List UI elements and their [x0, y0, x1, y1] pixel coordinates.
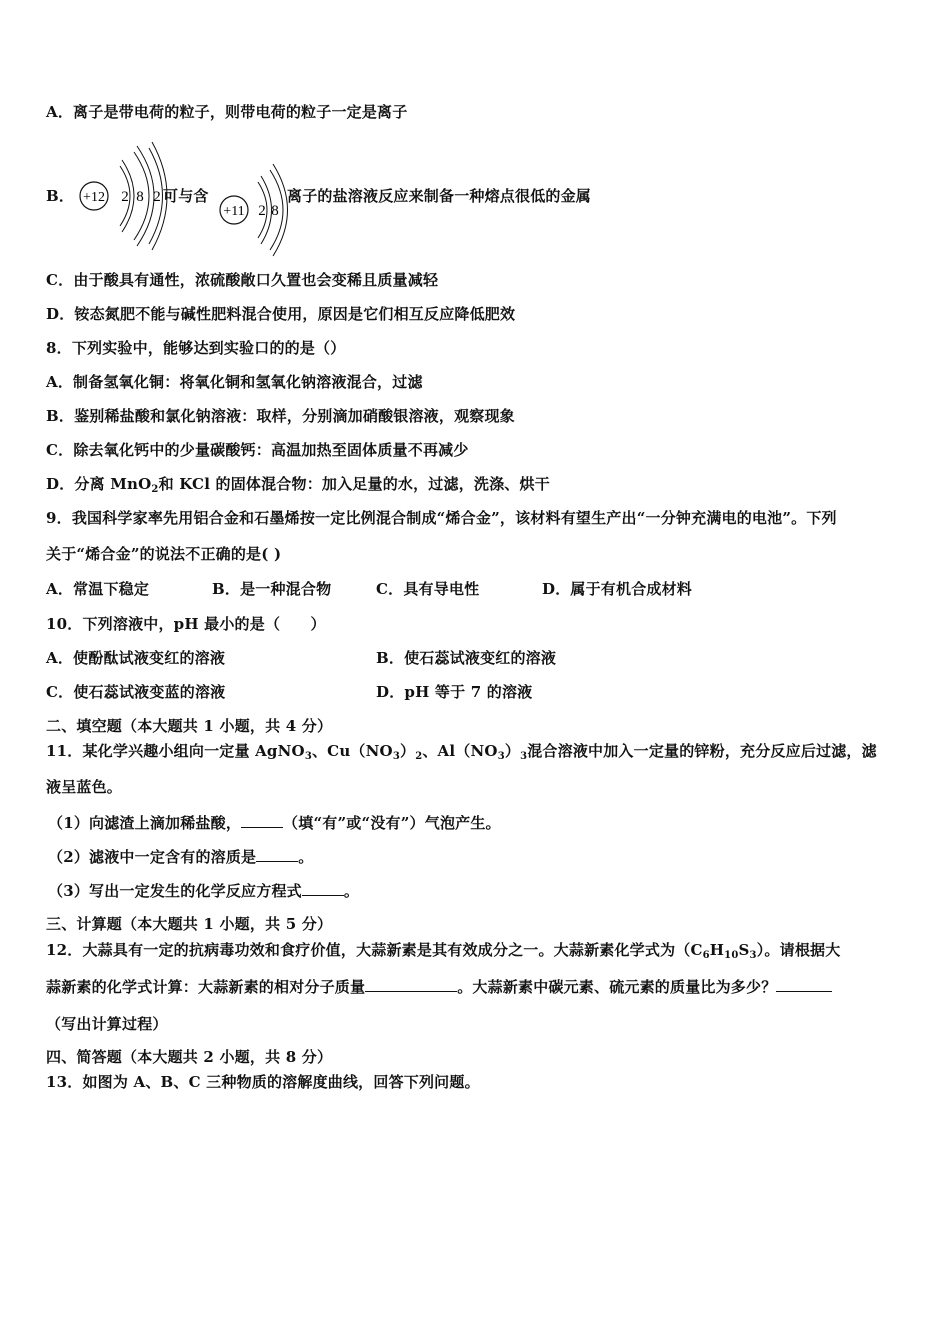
answer-blank[interactable] [256, 847, 298, 862]
subscript: 10 [724, 950, 739, 961]
q12-text: 。大蒜新素中碳元素、硫元素的质量比为多少？ [457, 978, 777, 996]
q7-option-b-mid: 可与含 [163, 187, 209, 205]
nucleus-charge: +11 [223, 204, 245, 219]
subscript: 2 [415, 751, 423, 762]
q11-sub3-text: （3）写出一定发生的化学反应方程式 [48, 882, 302, 900]
q7-option-c: C．由于酸具有通性，浓硫酸敞口久置也会变稀且质量减轻 [46, 271, 439, 289]
q11-stem-line2: 液呈蓝色。 [46, 778, 123, 796]
section-heading-fill-in: 二、填空题（本大题共 1 小题，共 4 分） [46, 717, 333, 735]
atom-structure-diagram-na [216, 160, 286, 254]
q11-text: 11．某化学兴趣小组向一定量 AgNO [46, 742, 305, 760]
section-heading-calculation: 三、计算题（本大题共 1 小题，共 5 分） [46, 915, 333, 933]
q9-stem-line2: 关于“烯合金”的说法不正确的是( ) [46, 545, 282, 563]
q8-d-text: D．分离 MnO [46, 475, 152, 493]
subscript: 3 [392, 751, 400, 762]
q11-text: ） [504, 742, 521, 760]
q11-sub1-text: （1）向滤渣上滴加稀盐酸， [48, 814, 242, 832]
q9-stem-line1: 9．我国科学家率先用铝合金和石墨烯按一定比例混合制成“烯合金”，该材料有望生产出“一分钟充满电的电池”。下列 [46, 509, 837, 527]
answer-blank[interactable] [365, 977, 457, 992]
q10-option-b: B．使石蕊试液变红的溶液 [376, 649, 557, 667]
shell-electrons: 2 [258, 203, 266, 219]
q11-sub2-text: 。 [298, 848, 314, 866]
q9-option-b: B．是一种混合物 [212, 580, 332, 598]
subscript: 3 [749, 950, 757, 961]
q11-sub3-text: 。 [343, 882, 360, 900]
q11-text: 、Cu（NO [311, 742, 393, 760]
q12-text: H [709, 941, 725, 959]
shell-electrons: 8 [136, 189, 144, 205]
shell-electrons: 2 [121, 189, 129, 205]
q7-option-b-label: B． [46, 187, 75, 205]
q8-option-d [46, 474, 550, 500]
nucleus-charge: +12 [83, 190, 105, 205]
q11-text: ） [399, 742, 416, 760]
q8-option-c: C．除去氧化钙中的少量碳酸钙：高温加热至固体质量不再减少 [46, 441, 469, 459]
q8-option-b: B．鉴别稀盐酸和氯化钠溶液：取样，分别滴加硝酸银溶液，观察现象 [46, 407, 515, 425]
subscript: 2 [151, 484, 159, 495]
q13-stem: 13．如图为 A、B、C 三种物质的溶解度曲线，回答下列问题。 [46, 1073, 480, 1091]
atom-structure-diagram-mg [76, 138, 166, 252]
q12-text: S [738, 941, 750, 959]
q9-option-c: C．具有导电性 [376, 580, 480, 598]
section-heading-short-answer: 四、简答题（本大题共 2 小题，共 8 分） [46, 1048, 333, 1066]
q9-option-a: A．常温下稳定 [46, 580, 150, 598]
q11-text: 、Al（NO [422, 742, 498, 760]
subscript: 6 [702, 950, 710, 961]
q12-text: 蒜新素的化学式计算：大蒜新素的相对分子质量 [46, 978, 366, 996]
shell-electrons: 2 [153, 189, 161, 205]
q8-d-text: 和 KCl 的固体混合物：加入足量的水，过滤，洗涤、烘干 [158, 475, 550, 493]
q11-sub3 [48, 881, 359, 901]
q10-stem: 10．下列溶液中，pH 最小的是（ ） [46, 615, 326, 633]
q12-line2 [46, 977, 832, 997]
q11-sub1 [48, 813, 501, 833]
q12-stem [46, 940, 840, 966]
answer-blank[interactable] [302, 881, 344, 896]
shell-electrons: 8 [271, 203, 279, 219]
subscript: 3 [520, 751, 528, 762]
subscript: 3 [304, 751, 312, 762]
q8-option-a: A．制备氢氧化铜：将氧化铜和氢氧化钠溶液混合，过滤 [46, 373, 423, 391]
q10-option-d: D．pH 等于 7 的溶液 [376, 683, 533, 701]
subscript: 3 [497, 751, 505, 762]
q12-line3: （写出计算过程） [46, 1015, 168, 1033]
q10-option-c: C．使石蕊试液变蓝的溶液 [46, 683, 226, 701]
q9-option-d: D．属于有机合成材料 [542, 580, 693, 598]
q7-option-b-end: 离子的盐溶液反应来制备一种熔点很低的金属 [287, 187, 592, 205]
answer-blank[interactable] [241, 813, 283, 828]
q11-sub2-text: （2）滤液中一定含有的溶质是 [48, 848, 257, 866]
q12-text: ）。请根据大 [756, 941, 841, 959]
q8-stem: 8．下列实验中，能够达到实验口的的是（） [46, 339, 346, 357]
q7-option-a: A．离子是带电荷的粒子，则带电荷的粒子一定是离子 [46, 103, 408, 121]
q12-text: 12．大蒜具有一定的抗病毒功效和食疗价值，大蒜新素是其有效成分之一。大蒜新素化学式为（C [46, 941, 703, 959]
q11-sub1-text: （填“有”或“没有”）气泡产生。 [283, 814, 501, 832]
q7-option-d: D．铵态氮肥不能与碱性肥料混合使用，原因是它们相互反应降低肥效 [46, 305, 516, 323]
q11-sub2 [48, 847, 313, 867]
q11-text: 混合溶液中加入一定量的锌粉，充分反应后过滤，滤 [527, 742, 877, 760]
q10-option-a: A．使酚酞试液变红的溶液 [46, 649, 226, 667]
answer-blank[interactable] [776, 977, 832, 992]
q11-stem [46, 741, 877, 767]
